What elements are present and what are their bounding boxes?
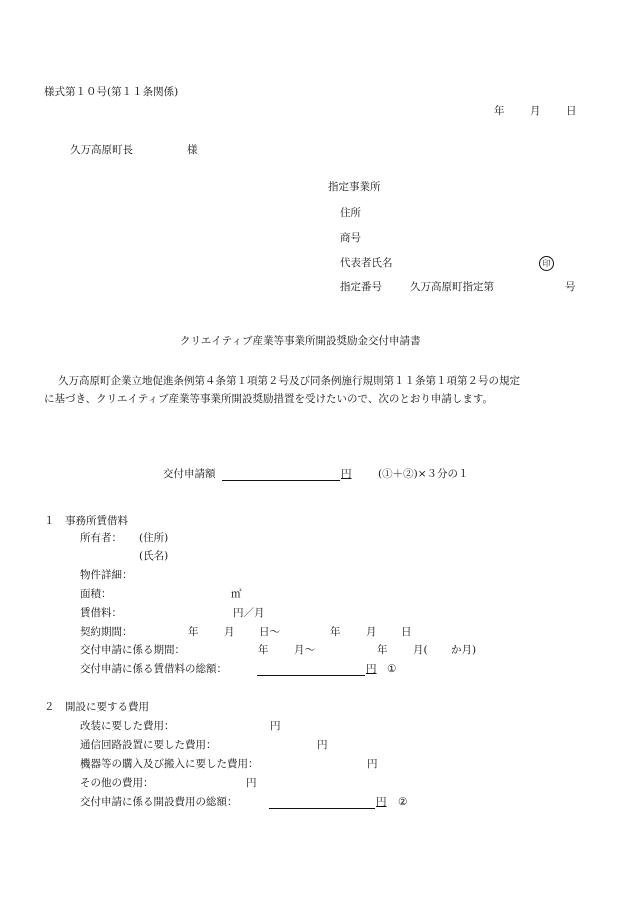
owner-name: (氏名): [139, 550, 169, 562]
applicant-designation-label: 指定番号: [340, 281, 382, 293]
applicant-designation-suffix: 号: [565, 281, 576, 293]
other-label: その他の費用：: [80, 777, 154, 789]
rent-label: 賃借料：: [80, 607, 122, 619]
application-amount-field[interactable]: [222, 480, 340, 481]
rent-total-field[interactable]: [257, 675, 365, 676]
other-unit: 円: [246, 777, 257, 789]
form-number: 様式第１０号(第１１条関係): [44, 86, 179, 98]
document-title: クリエイティブ産業等事業所開設奨励金交付申請書: [180, 335, 421, 347]
period-months: か月): [451, 644, 477, 656]
addressee-honorific: 様: [187, 144, 198, 156]
applicant-heading: 指定事業所: [328, 181, 381, 193]
contract-label: 契約期間：: [80, 626, 133, 638]
rent-total-label: 交付申請に係る賃借料の総額：: [80, 663, 227, 675]
opening-total-unit: 円: [376, 796, 387, 808]
opening-total-label: 交付申請に係る開設費用の総額：: [80, 796, 238, 808]
equipment-unit: 円: [367, 758, 378, 770]
seal-mark: 印: [539, 256, 554, 271]
contract-day-2: 日: [401, 626, 412, 638]
application-amount-formula: (①＋②)×３分の１: [378, 468, 469, 480]
applicant-trade-name-label: 商号: [340, 232, 361, 244]
application-amount-unit: 円: [341, 468, 352, 480]
opening-total-mark: ②: [398, 796, 408, 808]
section2-heading: ２ 開設に要する費用: [44, 701, 149, 713]
addressee-name: 久万高原町長: [70, 144, 133, 156]
contract-year-2: 年: [330, 626, 341, 638]
rent-total-unit: 円: [366, 663, 377, 675]
period-label: 交付申請に係る期間：: [80, 644, 185, 656]
section1-heading: １ 事務所賃借料: [44, 515, 128, 527]
date-day: 日: [566, 105, 577, 117]
equipment-label: 機器等の購入及び搬入に要した費用：: [80, 758, 259, 770]
owner-label: 所有者：: [80, 532, 122, 544]
date-month: 月: [530, 105, 541, 117]
comm-label: 通信回路設置に要した費用：: [80, 739, 217, 751]
comm-unit: 円: [317, 739, 328, 751]
opening-total-field[interactable]: [269, 808, 375, 809]
applicant-designation-text: 久万高原町指定第: [410, 281, 494, 293]
contract-month-2: 月: [366, 626, 377, 638]
renovation-unit: 円: [270, 720, 281, 732]
area-label: 面積：: [80, 588, 112, 600]
date-year: 年: [494, 105, 505, 117]
applicant-address-label: 住所: [340, 207, 361, 219]
rent-total-mark: ①: [387, 663, 397, 675]
period-year: 年: [258, 644, 269, 656]
application-amount-label: 交付申請額: [163, 468, 216, 480]
renovation-label: 改装に要した費用：: [80, 720, 175, 732]
period-month-2: 月(: [413, 644, 428, 656]
contract-month: 月: [224, 626, 235, 638]
applicant-representative-label: 代表者氏名: [340, 257, 393, 269]
contract-year: 年: [188, 626, 199, 638]
property-details-label: 物件詳細：: [80, 569, 133, 581]
intro-line-1: 久万高原町企業立地促進条例第４条第１項第２号及び同条例施行規則第１１条第１項第２号の規定: [58, 375, 520, 387]
period-month-from: 月～: [294, 644, 315, 656]
owner-address: (住所): [139, 532, 169, 544]
area-unit: ㎡: [231, 588, 242, 600]
rent-unit: 円／月: [233, 607, 265, 619]
intro-line-2: に基づき、クリエイティブ産業等事業所開設奨励措置を受けたいので、次のとおり申請します。: [44, 393, 493, 405]
contract-day-from: 日～: [259, 626, 280, 638]
period-year-2: 年: [377, 644, 388, 656]
